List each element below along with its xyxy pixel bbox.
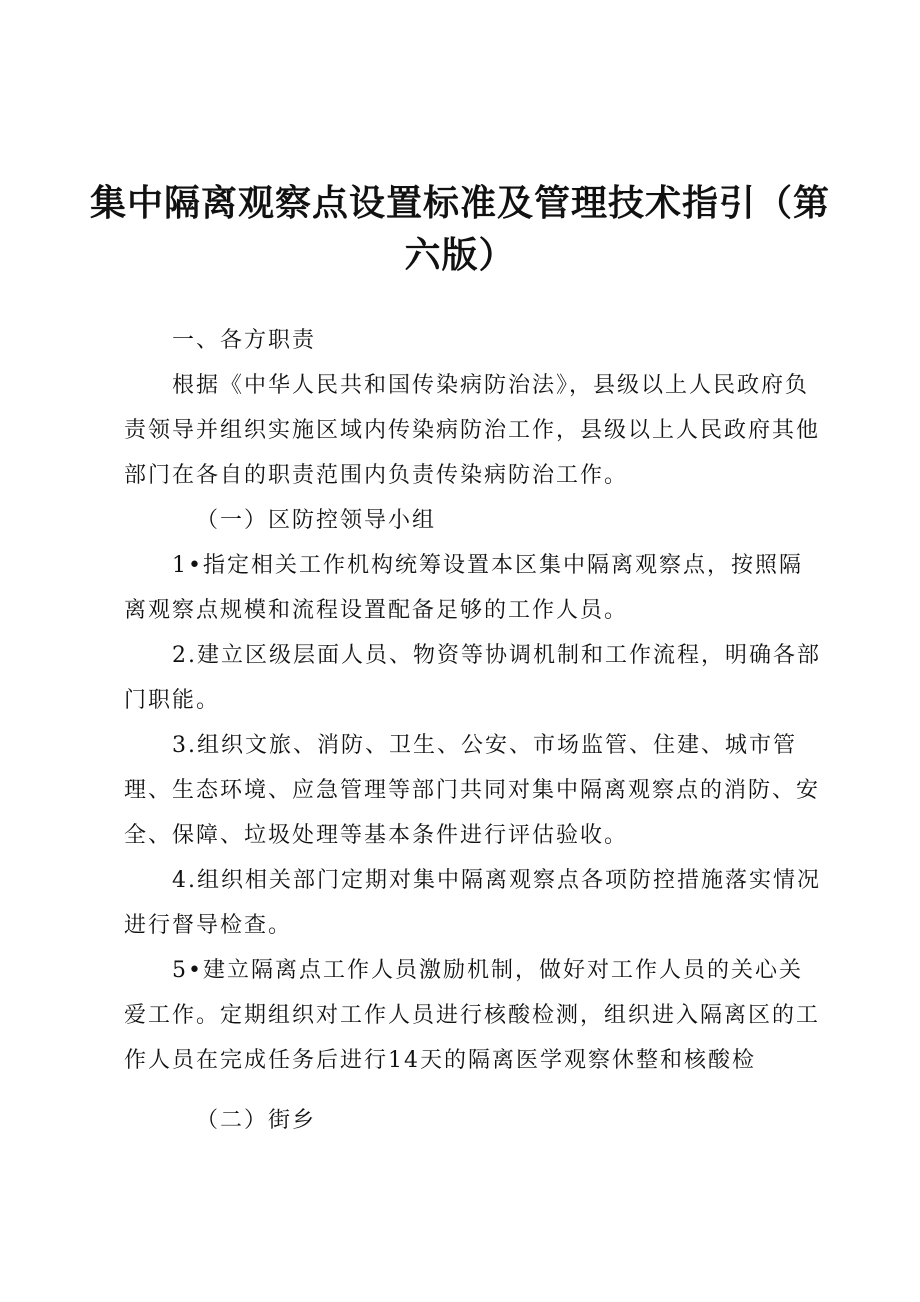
list-item-3: 3.组织文旅、消防、卫生、公安、市场监管、住建、城市管理、生态环境、应急管理等部门共同对集中隔离观察点的消防、安全、保障、垃圾处理等基本条件进行评估验收。 [124,733,821,848]
section-1-heading: 一、各方职责 [172,328,317,353]
subsection-2-heading: （二）街乡 [196,1108,317,1133]
title-line-1: 集中隔离观察点设置标准及管理技术指引（第 [89,183,830,224]
section-1-intro: 根据《中华人民共和国传染病防治法》，县级以上人民政府负责领导并组织实施区域内传染病防治工作，县级以上人民政府其他部门在各自的职责范围内负责传染病防治工作。 [124,373,821,488]
list-item-2: 2.建立区级层面人员、物资等协调机制和工作流程，明确各部门职能。 [124,643,821,713]
list-item-1: 1•指定相关工作机构统筹设置本区集中隔离观察点，按照隔离观察点规模和流程设置配备足够的工作人员。 [124,553,803,623]
subsection-1-heading: （一）区防控领导小组 [196,508,437,533]
list-item-4: 4.组织相关部门定期对集中隔离观察点各项防控措施落实情况进行督导检查。 [124,868,821,938]
document-title [0,178,920,282]
list-item-5: 5•建立隔离点工作人员激励机制，做好对工作人员的关心关爱工作。定期组织对工作人员进行核酸检测，组织进入隔离区的工作人员在完成任务后进行14天的隔离医学观察休整和核酸检 [124,958,821,1073]
title-line-2: 六版） [404,235,516,276]
